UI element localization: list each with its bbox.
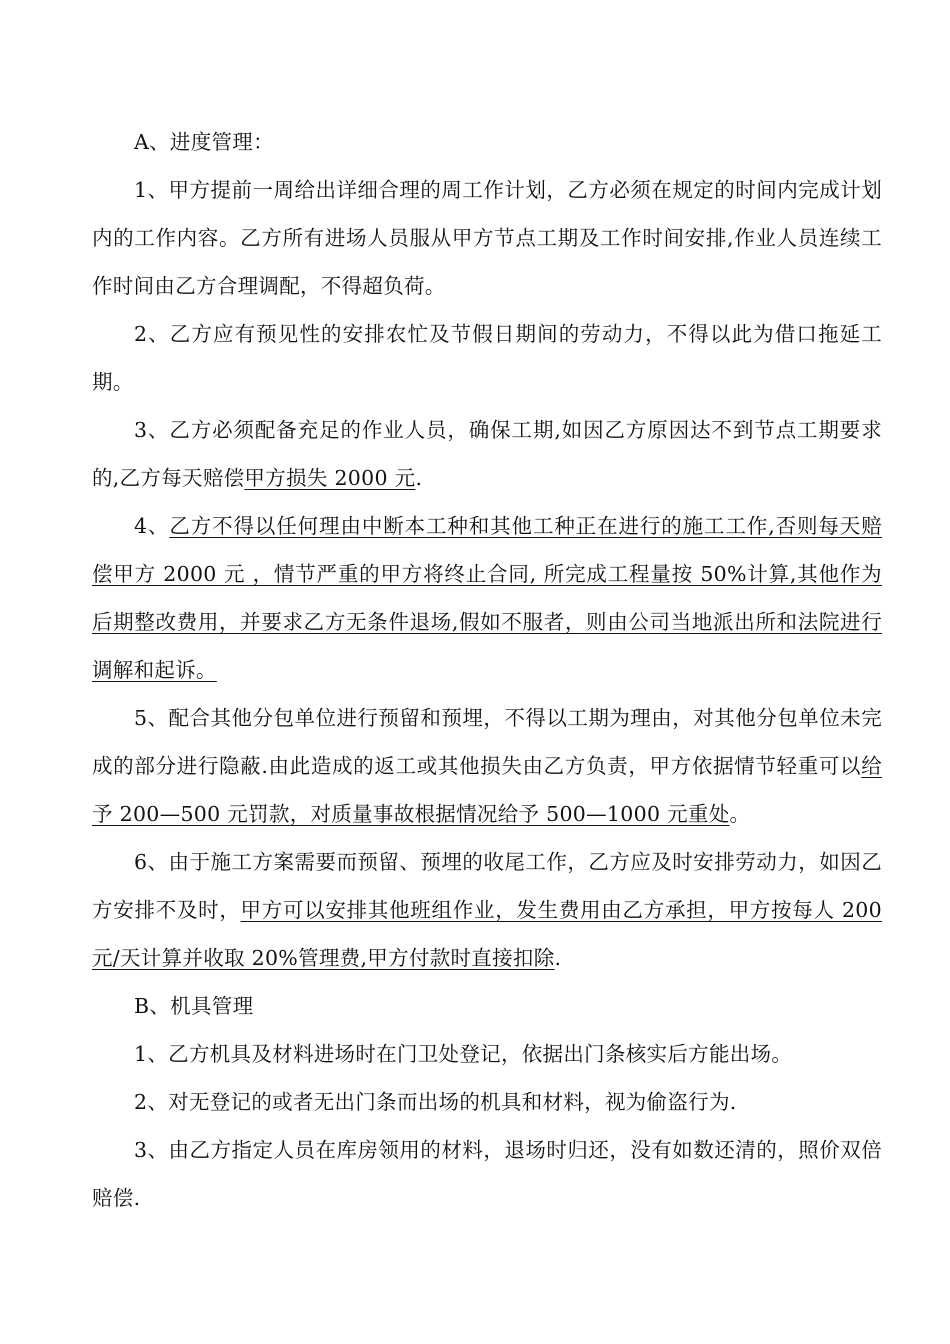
underlined-text: 甲方可以安排其他班组作业，发生费用由乙方承担，甲方按每人 200 元/天计算并收取 20%管理费,甲方付款时直接扣除 bbox=[92, 898, 882, 970]
paragraph-a5 bbox=[92, 694, 882, 838]
underlined-text: 甲方损失 2000 元 bbox=[244, 466, 416, 490]
underlined-text: 给予 200—500 元罚款，对质量事故根据情况给予 500—1000 元重处 bbox=[92, 754, 882, 826]
paragraph-b2 bbox=[92, 1078, 882, 1126]
text-run: 2、乙方应有预见性的安排农忙及节假日期间的劳动力，不得以此为借口拖延工期。 bbox=[92, 322, 882, 394]
document-body bbox=[92, 118, 882, 1222]
text-run: 5、配合其他分包单位进行预留和预埋，不得以工期为理由，对其他分包单位未完成的部分进行隐蔽.由此造成的返工或其他损失由乙方负责，甲方依据情节轻重可以 bbox=[92, 706, 882, 778]
text-run: 。 bbox=[729, 802, 751, 826]
paragraph-a4 bbox=[92, 502, 882, 694]
text-run: 3、乙方必须配备充足的作业人员，确保工期,如因乙方原因达不到节点工期要求的,乙方每天赔偿 bbox=[92, 418, 882, 490]
paragraph-a2 bbox=[92, 310, 882, 406]
text-run: 2、对无登记的或者无出门条而出场的机具和材料，视为偷盗行为. bbox=[134, 1090, 737, 1114]
section-heading-a: A、进度管理： bbox=[134, 130, 274, 154]
section-heading-b: B、机具管理 bbox=[134, 994, 254, 1018]
underlined-text: 乙方不得以任何理由中断本工种和其他工种正在进行的施工工作,否则每天赔偿甲方 2000 元 ，情节严重的甲方将终止合同, 所完成工程量按 50%计算,其他作为后期整改费用，并要求乙方无条件退场,假如不服者，则由公司当地派出所和法院进行调解和起诉。 bbox=[92, 514, 882, 682]
paragraph-a3 bbox=[92, 406, 882, 502]
text-run: . bbox=[554, 946, 562, 970]
text-run: 3、由乙方指定人员在库房领用的材料，退场时归还，没有如数还清的，照价双倍赔偿. bbox=[92, 1138, 882, 1210]
paragraph-a6 bbox=[92, 838, 882, 982]
text-run: 1、甲方提前一周给出详细合理的周工作计划，乙方必须在规定的时间内完成计划内的工作内容。乙方所有进场人员服从甲方节点工期及工作时间安排,作业人员连续工作时间由乙方合理调配，不得超负荷。 bbox=[92, 178, 882, 298]
text-run: . bbox=[415, 466, 423, 490]
paragraph-b1 bbox=[92, 1030, 882, 1078]
text-run: 6、由于施工方案需要而预留、预埋的收尾工作，乙方应及时安排劳动力，如因乙方安排不及时， bbox=[92, 850, 882, 922]
text-run: 4、 bbox=[134, 514, 170, 538]
paragraph-a1 bbox=[92, 166, 882, 310]
text-run: 1、乙方机具及材料进场时在门卫处登记，依据出门条核实后方能出场。 bbox=[134, 1042, 793, 1066]
paragraph-b3 bbox=[92, 1126, 882, 1222]
